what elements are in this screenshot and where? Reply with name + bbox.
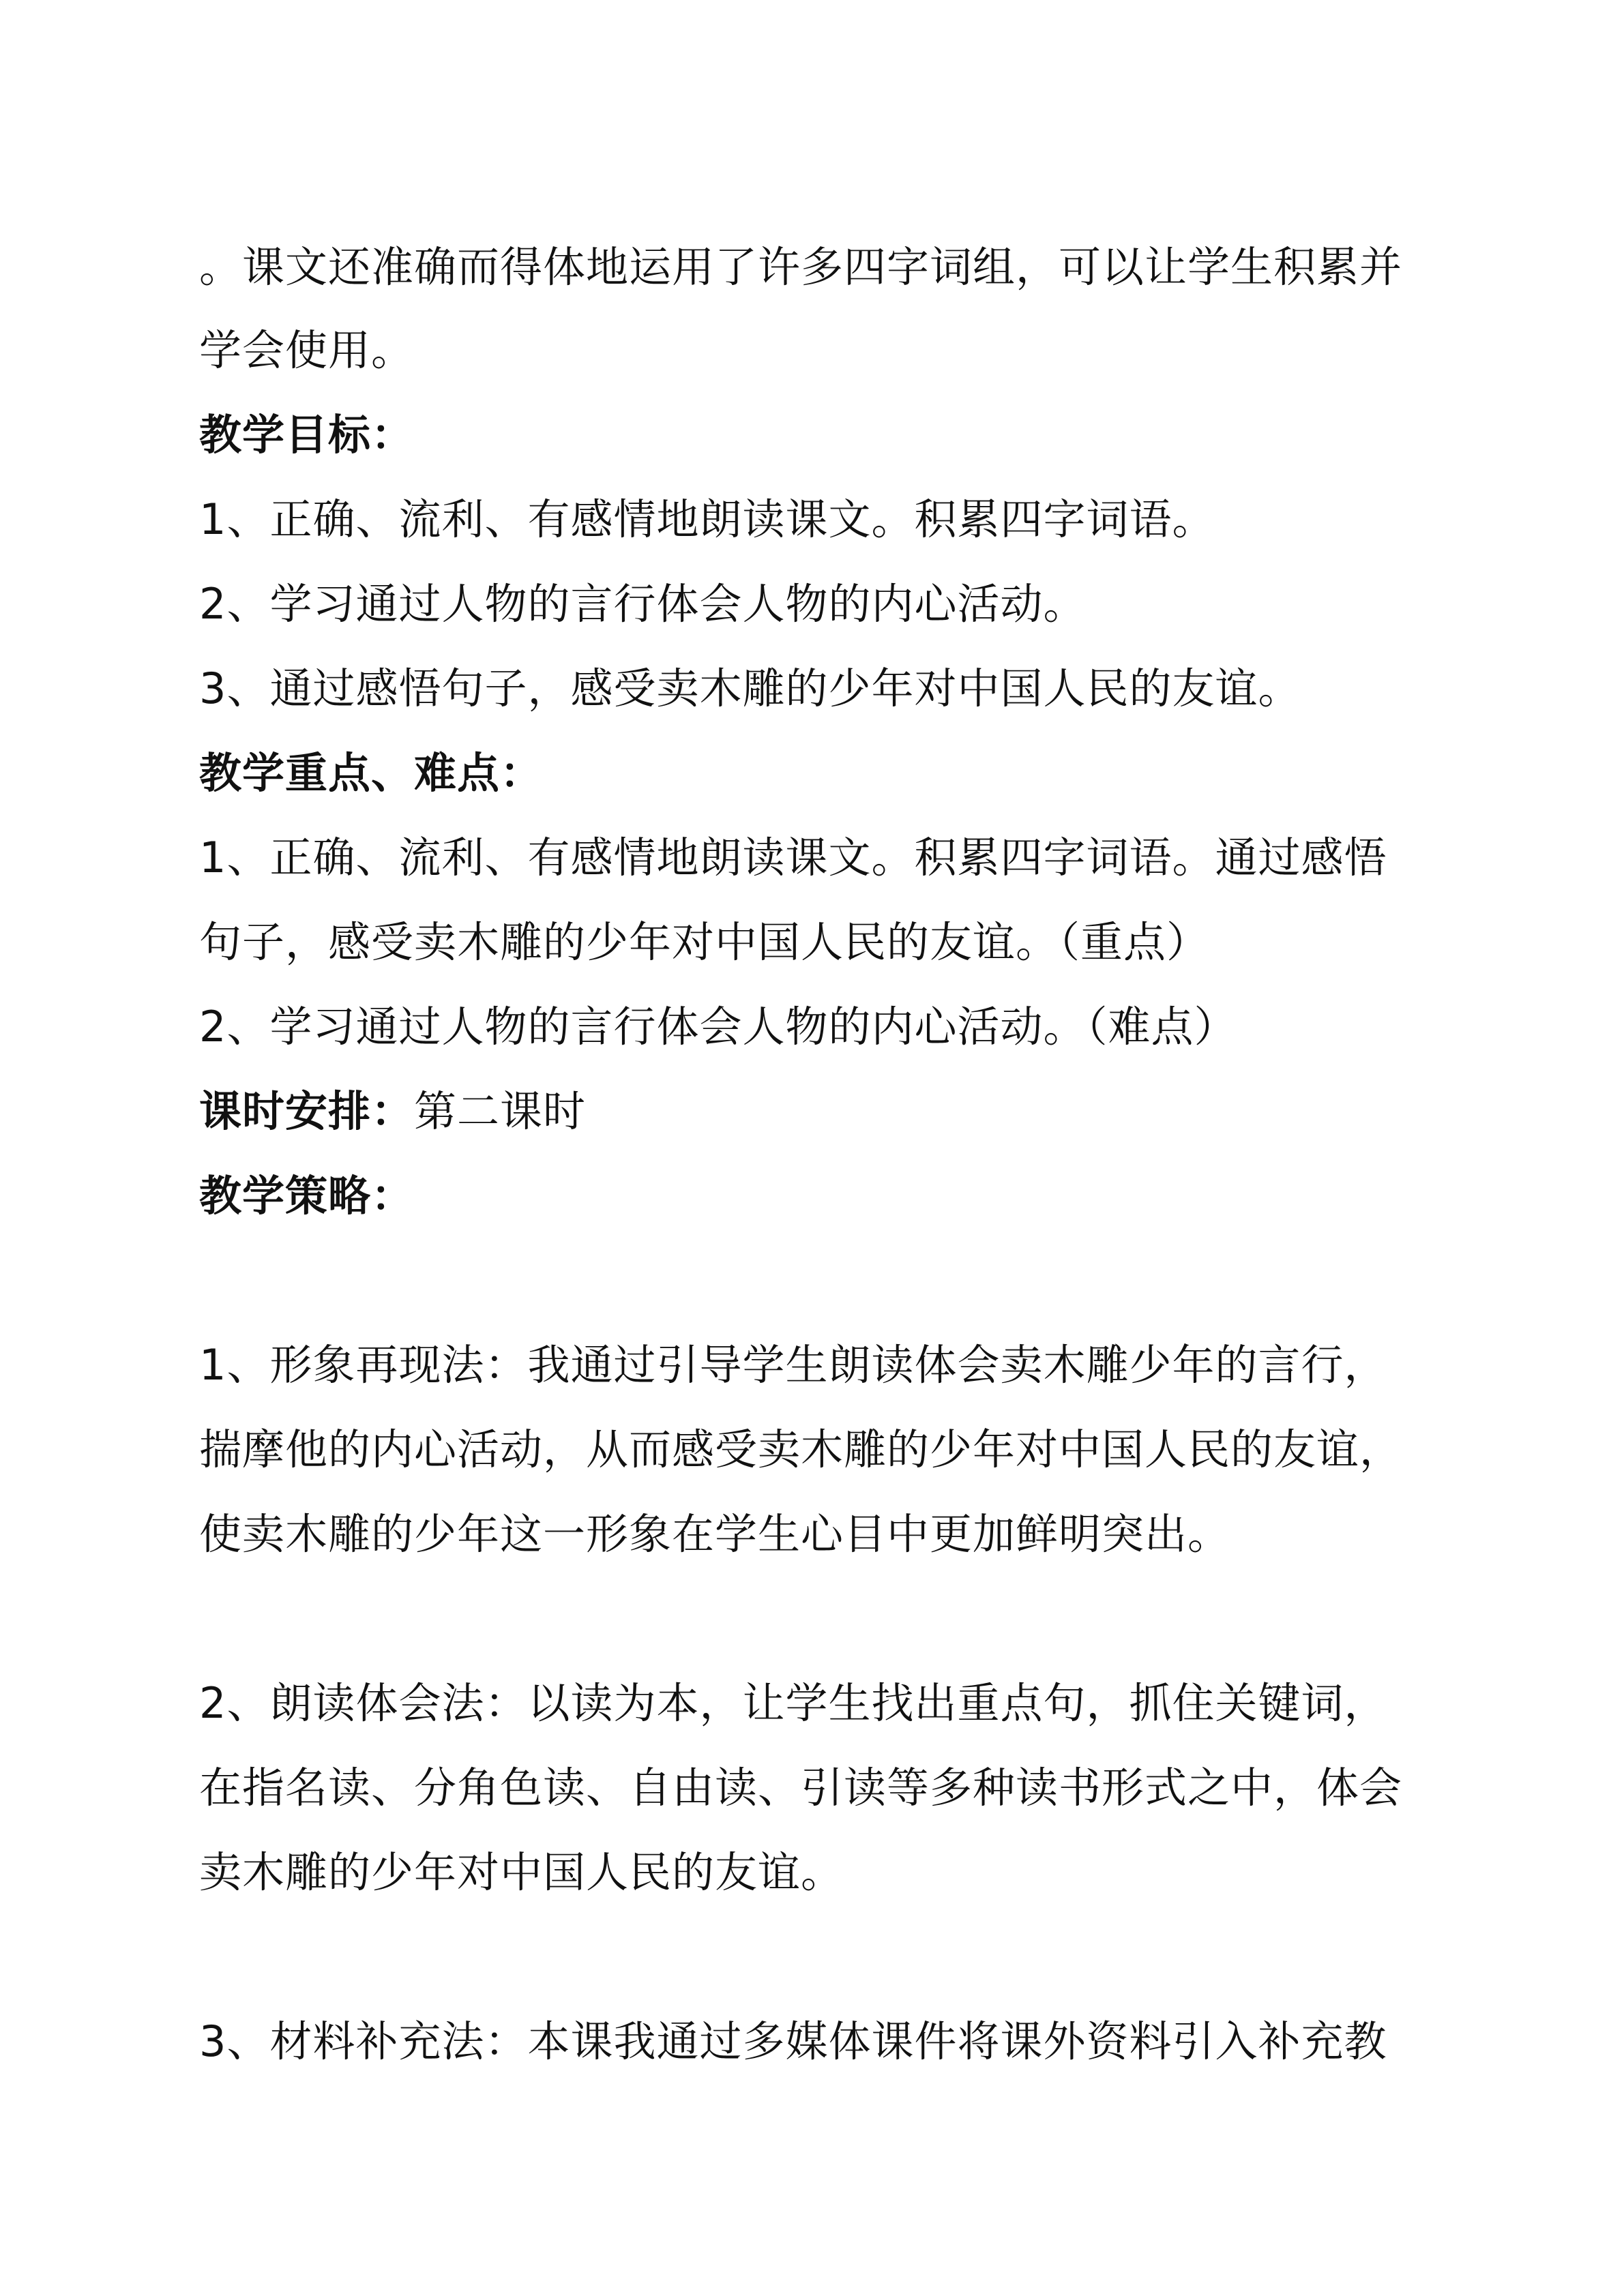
strategy-1-line-1: 1、形象再现法：我通过引导学生朗读体会卖木雕少年的言行， [199, 1340, 1387, 1390]
schedule-label: 课时安排： [199, 1086, 415, 1136]
objective-item-3: 3、通过感悟句子，感受卖木雕的少年对中国人民的友谊。 [199, 664, 1301, 713]
intro-line-2: 学会使用。 [199, 325, 415, 375]
strategy-2-line-1: 2、朗读体会法：以读为本，让学生找出重点句，抓住关键词， [199, 1678, 1387, 1728]
key-point-1-line-2: 句子，感受卖木雕的少年对中国人民的友谊。（重点） [199, 917, 1210, 967]
key-point-2: 2、学习通过人物的言行体会人物的内心活动。（难点） [199, 1002, 1237, 1052]
strategy-3-line-1: 3、材料补充法：本课我通过多媒体课件将课外资料引入补充教 [199, 2016, 1387, 2066]
intro-line-1: 。课文还准确而得体地运用了许多四字词组，可以让学生积累并 [199, 242, 1403, 292]
strategy-1-line-2: 揣摩他的内心活动，从而感受卖木雕的少年对中国人民的友谊， [199, 1425, 1403, 1474]
strategy-2-line-2: 在指名读、分角色读、自由读、引读等多种读书形式之中，体会 [199, 1763, 1403, 1813]
strategy-1-line-3: 使卖木雕的少年这一形象在学生心目中更加鲜明突出。 [199, 1509, 1231, 1559]
schedule-line [199, 1084, 586, 1139]
strategies-heading: 教学策略： [199, 1171, 415, 1221]
schedule-value: 第二课时 [414, 1086, 587, 1136]
strategy-2-line-3: 卖木雕的少年对中国人民的友谊。 [199, 1847, 844, 1897]
objective-item-2: 2、学习通过人物的言行体会人物的内心活动。 [199, 579, 1087, 629]
objectives-heading: 教学目标： [199, 410, 415, 460]
objective-item-1: 1、正确、流利、有感情地朗读课文。积累四字词语。 [199, 494, 1215, 544]
key-points-heading: 教学重点、难点： [199, 748, 544, 798]
key-point-1-line-1: 1、正确、流利、有感情地朗读课文。积累四字词语。通过感悟 [199, 833, 1387, 882]
